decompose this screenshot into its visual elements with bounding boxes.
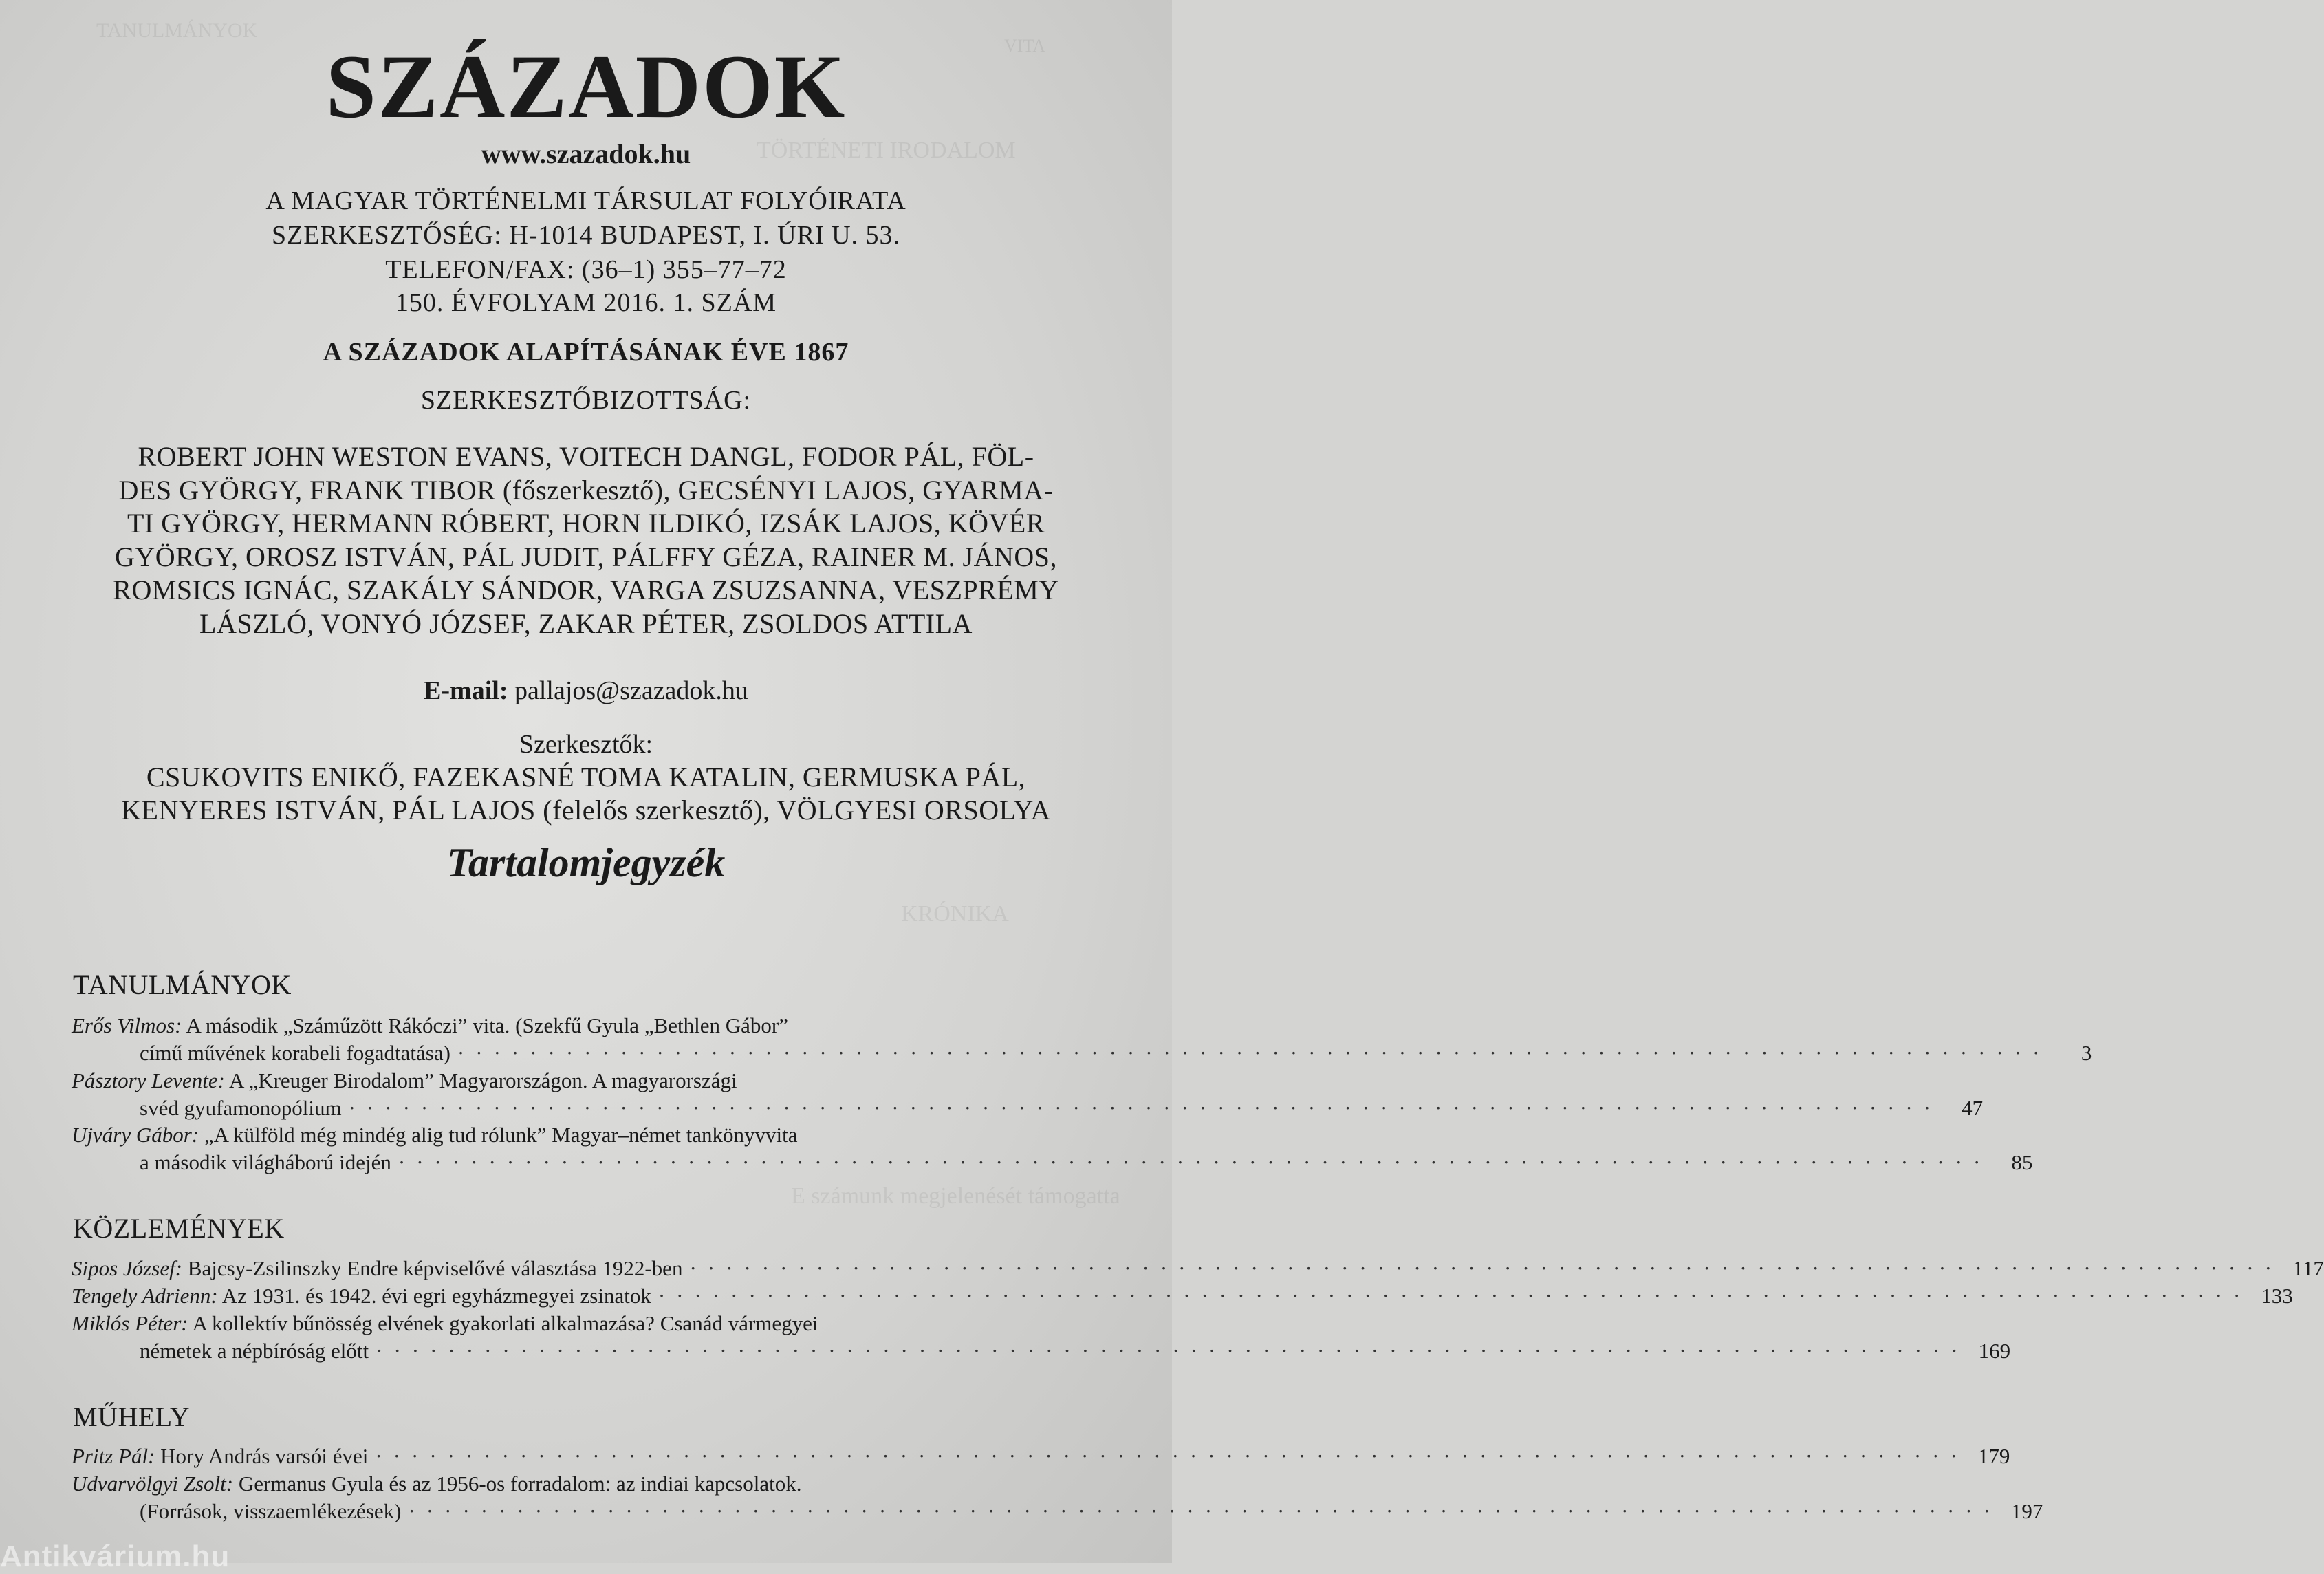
toc-page-number: 117: [2292, 1256, 2324, 1280]
toc-title-line: Hory András varsói évei: [160, 1444, 369, 1468]
email-address[interactable]: pallajos@szazadok.hu: [514, 676, 748, 705]
toc-entry[interactable]: [72, 1256, 2324, 1284]
toc-leader: ························································································: [408, 1499, 2001, 1523]
toc-page-number: 169: [1978, 1339, 2011, 1363]
board-line: ROBERT JOHN WESTON EVANS, VOITECH DANGL, FODOR PÁL, FÖL-: [138, 441, 1034, 472]
board-line: DES GYÖRGY, FRANK TIBOR (főszerkesztő), GECSÉNYI LAJOS, GYARMA-: [118, 474, 1054, 506]
toc-title-line: A második „Száműzött Rákóczi” vita. (Szekfű Gyula „Bethlen Gábor”: [186, 1013, 788, 1037]
toc-page-number: 3: [2081, 1041, 2092, 1065]
editors-heading: Szerkesztők:: [519, 730, 653, 759]
bleed-through-text: TÖRTÉNETI IRODALOM: [757, 138, 1016, 163]
editorial-board-heading: SZERKESZTŐBIZOTTSÁG:: [420, 386, 752, 415]
toc-title-line: A „Kreuger Birodalom” Magyarországon. A magyarországi: [229, 1068, 737, 1092]
toc-entry[interactable]: [72, 1068, 1984, 1123]
address-line: SZERKESZTŐSÉG: H-1014 BUDAPEST, I. ÚRI U. 53.: [271, 221, 901, 250]
editors-list: [0, 761, 1172, 827]
toc-title-line: a második világháború idején: [140, 1150, 391, 1174]
toc-title-line: Az 1931. és 1942. évi egri egyházmegyei zsinatok: [221, 1284, 651, 1308]
volume-line: 150. ÉVFOLYAM 2016. 1. SZÁM: [395, 288, 777, 317]
toc-leader: ························································································: [457, 1041, 2051, 1065]
toc-entry[interactable]: [72, 1013, 2092, 1068]
toc-page-number: 197: [2010, 1499, 2043, 1523]
toc-entry[interactable]: [72, 1123, 2033, 1178]
toc-leader: ························································································: [398, 1150, 1992, 1174]
toc-author: Ujváry Gábor:: [72, 1123, 199, 1147]
toc-title: Tartalomjegyzék: [446, 840, 726, 885]
bleed-through-text: TANULMÁNYOK: [96, 19, 258, 42]
bleed-through-text: VITA: [1004, 36, 1046, 56]
toc-author: Tengely Adrienn:: [72, 1284, 218, 1308]
toc-title-line: „A külföld még mindég alig tud rólunk” Magyar–német tankönyvvita: [204, 1123, 798, 1147]
publisher-line: A MAGYAR TÖRTÉNELMI TÁRSULAT FOLYÓIRATA: [265, 186, 906, 215]
editors-line: CSUKOVITS ENIKŐ, FAZEKASNÉ TOMA KATALIN, GERMUSKA PÁL,: [146, 762, 1026, 793]
toc-entry[interactable]: [72, 1311, 2011, 1366]
toc-author: Pritz Pál:: [72, 1444, 155, 1468]
toc-title-line: svéd gyufamonopólium: [140, 1096, 342, 1120]
board-line: TI GYÖRGY, HERMANN RÓBERT, HORN ILDIKÓ, IZSÁK LAJOS, KÖVÉR: [127, 508, 1045, 539]
toc-leader: ························································································: [375, 1444, 1968, 1468]
toc-leader: ························································································: [376, 1339, 1969, 1363]
founded-line: A SZÁZADOK ALAPÍTÁSÁNAK ÉVE 1867: [323, 338, 849, 367]
toc-author: Pásztory Levente:: [72, 1068, 225, 1092]
toc-entry[interactable]: [72, 1444, 2010, 1471]
toc-page-number: 85: [2011, 1150, 2033, 1174]
email-line: [0, 676, 1172, 706]
toc-title-line: című művének korabeli fogadtatása): [140, 1041, 450, 1065]
section-heading: MŰHELY: [73, 1401, 191, 1432]
toc-title-line: Bajcsy-Zsilinszky Endre képviselővé választása 1922-ben: [187, 1256, 683, 1280]
board-line: ROMSICS IGNÁC, SZAKÁLY SÁNDOR, VARGA ZSUZSANNA, VESZPRÉMY: [113, 574, 1059, 605]
editorial-board-members: [0, 440, 1172, 640]
editors-line: KENYERES ISTVÁN, PÁL LAJOS (felelős szerkesztő), VÖLGYESI ORSOLYA: [121, 795, 1051, 826]
toc-entry[interactable]: [72, 1471, 2043, 1527]
toc-entry[interactable]: [72, 1284, 2293, 1311]
bleed-through-text: KRÓNIKA: [901, 901, 1009, 927]
toc-title-line: A kollektív bűnösség elvének gyakorlati alkalmazása? Csanád vármegyei: [192, 1311, 818, 1335]
toc-author: Sipos József:: [72, 1256, 183, 1280]
toc-author: Erős Vilmos:: [72, 1013, 182, 1037]
toc-leader: ························································································: [689, 1256, 2283, 1280]
toc-title-line: németek a népbíróság előtt: [140, 1339, 369, 1363]
section-heading: TANULMÁNYOK: [73, 969, 292, 1000]
phone-line: TELEFON/FAX: (36–1) 355–77–72: [385, 255, 787, 284]
website-url[interactable]: www.szazadok.hu: [481, 138, 691, 169]
journal-title: SZÁZADOK: [325, 36, 847, 137]
bleed-through-text: E számunk megjelenését támogatta: [791, 1183, 1120, 1209]
toc-page-number: 47: [1962, 1096, 1984, 1120]
toc-title-line: (Források, visszaemlékezések): [140, 1499, 402, 1523]
board-line: LÁSZLÓ, VONYÓ JÓZSEF, ZAKAR PÉTER, ZSOLDOS ATTILA: [199, 607, 973, 639]
toc-leader: ························································································: [348, 1096, 1942, 1120]
email-label: E-mail:: [424, 676, 508, 705]
board-line: GYÖRGY, OROSZ ISTVÁN, PÁL JUDIT, PÁLFFY GÉZA, RAINER M. JÁNOS,: [115, 541, 1057, 572]
toc-author: Miklós Péter:: [72, 1311, 188, 1335]
toc-title-line: Germanus Gyula és az 1956-os forradalom: az indiai kapcsolatok.: [238, 1471, 802, 1496]
watermark-logo: Antikvárium.hu: [0, 1540, 230, 1573]
toc-page-number: 179: [1977, 1444, 2010, 1468]
toc-leader: ························································································: [658, 1284, 2252, 1308]
section-heading: KÖZLEMÉNYEK: [73, 1213, 285, 1244]
toc-author: Udvarvölgyi Zsolt:: [72, 1471, 234, 1496]
toc-page-number: 133: [2261, 1284, 2293, 1308]
